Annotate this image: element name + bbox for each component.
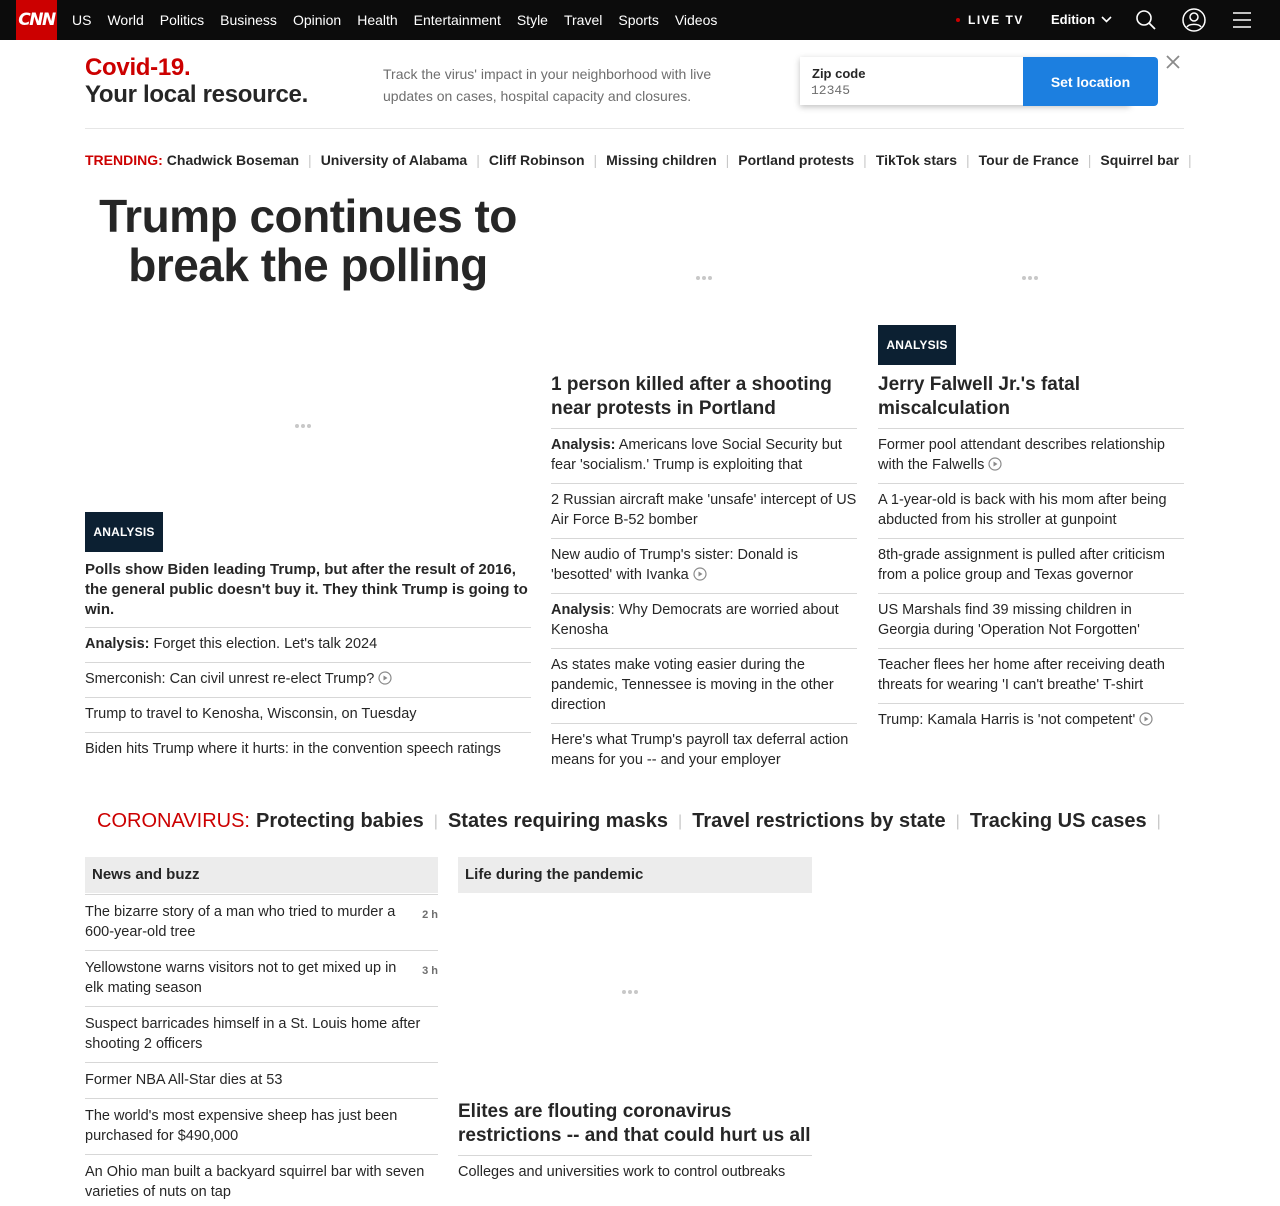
item-text: 2 Russian aircraft make 'unsafe' intercept of US Air Force B-52 bomber (551, 492, 857, 528)
cnn-logo[interactable]: CNN (16, 0, 57, 40)
list-item[interactable] (878, 538, 1184, 593)
lead-column (85, 560, 531, 767)
trending-item[interactable]: Squirrel bar (1100, 152, 1179, 168)
item-text: The world's most expensive sheep has just been purchased for $490,000 (85, 1108, 398, 1144)
covid-title: Covid-19. (85, 54, 191, 81)
separator: | (593, 152, 598, 168)
list-item[interactable] (85, 627, 531, 662)
nav-link-health[interactable]: Health (357, 12, 398, 28)
coronavirus-label: CORONAVIRUS: (97, 810, 250, 832)
trending-item[interactable]: Portland protests (738, 152, 855, 168)
item-text: 8th-grade assignment is pulled after criticism from a police group and Texas governor (878, 547, 1165, 583)
item-text: A 1-year-old is back with his mom after being abducted from his stroller at gunpoint (878, 492, 1167, 528)
list-item[interactable] (878, 483, 1184, 538)
zip-code-input[interactable] (811, 83, 1011, 98)
loading-icon (1022, 276, 1040, 280)
live-dot-icon (956, 18, 960, 22)
search-icon[interactable] (1134, 8, 1158, 32)
trending-item[interactable]: Tour de France (978, 152, 1079, 168)
top-nav (0, 0, 1280, 40)
separator: | (955, 812, 960, 830)
pandemic-headline[interactable]: Elites are flouting coronavirus restrictions -- and that could hurt us all (458, 1101, 811, 1146)
lead-headline[interactable]: Polls show Biden leading Trump, but after the result of 2016, the general public doesn't buy it. They think Trump is going to win. (85, 561, 528, 618)
list-item[interactable] (458, 1155, 812, 1190)
nav-link-sports[interactable]: Sports (618, 12, 659, 28)
nav-link-world[interactable]: World (107, 12, 144, 28)
item-text: Former pool attendant describes relationship with the Falwells (878, 437, 1165, 473)
news-buzz-list (85, 894, 438, 1206)
separator: | (433, 812, 438, 830)
list-item[interactable] (551, 483, 857, 538)
nav-links (72, 0, 733, 40)
covid-subtitle: Your local resource. (85, 81, 308, 108)
item-text: Suspect barricades himself in a St. Louis home after shooting 2 officers (85, 1016, 421, 1052)
item-text: US Marshals find 39 missing children in Georgia during 'Operation Not Forgotten' (878, 602, 1140, 638)
zip-code-label: Zip code (812, 66, 866, 81)
item-text: : Why Democrats are worried about Kenosha (551, 602, 839, 638)
item-prefix: Analysis (551, 602, 611, 618)
middle-headline[interactable]: 1 person killed after a shooting near protests in Portland (551, 374, 832, 419)
list-item[interactable] (85, 950, 438, 1006)
chevron-down-icon (1101, 16, 1112, 23)
edition-menu[interactable] (1051, 12, 1112, 27)
news-buzz-header: News and buzz (85, 857, 438, 893)
separator: | (308, 152, 312, 168)
item-text: New audio of Trump's sister: Donald is 'besotted' with Ivanka (551, 547, 798, 583)
covid-local-heading (85, 54, 308, 108)
list-item[interactable] (85, 894, 438, 950)
trending-item[interactable]: Cliff Robinson (488, 152, 585, 168)
list-item[interactable] (551, 538, 857, 593)
item-text: Smerconish: Can civil unrest re-elect Trump? (85, 671, 375, 687)
list-item[interactable] (551, 648, 857, 723)
nav-link-travel[interactable]: Travel (563, 12, 603, 28)
play-icon (988, 457, 1002, 471)
list-item[interactable] (85, 1154, 438, 1206)
list-item[interactable] (878, 428, 1184, 483)
trending-label: TRENDING: (85, 152, 163, 168)
item-text: Here's what Trump's payroll tax deferral action means for you -- and your employer (551, 732, 849, 768)
nav-link-opinion[interactable]: Opinion (292, 12, 342, 28)
list-item[interactable] (85, 697, 531, 732)
item-text: Forget this election. Let's talk 2024 (149, 636, 378, 652)
nav-link-entertainment[interactable]: Entertainment (413, 12, 501, 28)
menu-icon[interactable] (1230, 8, 1254, 32)
list-item[interactable] (551, 723, 857, 778)
separator: | (966, 152, 970, 168)
analysis-badge: ANALYSIS (878, 325, 956, 365)
item-text: Yellowstone warns visitors not to get mixed up in elk mating season (85, 960, 397, 996)
set-location-button[interactable]: Set location (1023, 57, 1158, 106)
coronavirus-link[interactable]: Tracking US cases (969, 810, 1147, 832)
pandemic-header: Life during the pandemic (458, 857, 812, 893)
trending-item[interactable]: TikTok stars (875, 152, 957, 168)
item-text: Former NBA All-Star dies at 53 (85, 1072, 283, 1088)
separator: | (1187, 152, 1192, 168)
list-item[interactable] (551, 593, 857, 648)
nav-link-videos[interactable]: Videos (674, 12, 718, 28)
loading-icon (696, 276, 714, 280)
account-icon[interactable] (1182, 8, 1206, 32)
list-item[interactable] (878, 593, 1184, 648)
loading-icon (295, 424, 313, 428)
list-item[interactable] (551, 428, 857, 483)
play-icon (1139, 712, 1153, 726)
nav-link-us[interactable]: US (72, 12, 92, 28)
middle-column (551, 373, 857, 778)
edition-label: Edition (1051, 12, 1096, 27)
item-prefix: Analysis: (551, 437, 616, 453)
item-prefix: Analysis: (85, 636, 150, 652)
lead-title[interactable]: Trump continues to break the polling (99, 190, 517, 291)
nav-link-business[interactable]: Business (220, 12, 277, 28)
item-text: Trump to travel to Kenosha, Wisconsin, on Tuesday (85, 706, 417, 722)
separator: | (1087, 152, 1092, 168)
separator: | (1156, 812, 1161, 830)
list-item[interactable] (85, 662, 531, 697)
trending-item[interactable]: University of Alabama (320, 152, 468, 168)
item-text: An Ohio man built a backyard squirrel bar with seven varieties of nuts on tap (85, 1164, 425, 1200)
play-icon (693, 567, 707, 581)
pandemic-column (458, 1100, 812, 1190)
trending-item[interactable]: Chadwick Boseman (166, 152, 300, 168)
covid-description: Track the virus' impact in your neighborhood with live updates on cases, hospital capacity and closures. (383, 66, 712, 104)
live-tv-link[interactable] (956, 13, 1024, 27)
nav-link-style[interactable]: Style (516, 12, 548, 28)
timestamp: 3 h (422, 965, 438, 977)
coronavirus-link[interactable]: Travel restrictions by state (692, 810, 946, 832)
list-item[interactable] (878, 703, 1184, 738)
list-item[interactable] (878, 648, 1184, 703)
play-icon (378, 671, 392, 685)
right-column (878, 373, 1184, 738)
item-text: Americans love Social Security but fear 'socialism.' Trump is exploiting that (551, 437, 842, 473)
list-item[interactable] (85, 1062, 438, 1098)
separator: | (476, 152, 480, 168)
analysis-badge: ANALYSIS (85, 512, 163, 552)
item-text: Trump: Kamala Harris is 'not competent' (878, 712, 1136, 728)
item-text: Teacher flees her home after receiving death threats for wearing 'I can't breathe' T-shirt (878, 657, 1165, 693)
separator: | (863, 152, 867, 168)
right-headline[interactable]: Jerry Falwell Jr.'s fatal miscalculation (878, 374, 1081, 419)
list-item[interactable] (85, 732, 531, 767)
list-item[interactable] (85, 1098, 438, 1154)
list-item[interactable] (85, 1006, 438, 1062)
coronavirus-link[interactable]: States requiring masks (447, 810, 669, 832)
separator: | (725, 152, 730, 168)
coronavirus-link[interactable]: Protecting babies (255, 810, 424, 832)
item-text: As states make voting easier during the pandemic, Tennessee is moving in the other direction (551, 657, 834, 713)
item-text: Colleges and universities work to control outbreaks (458, 1164, 786, 1180)
close-icon[interactable] (1163, 52, 1183, 72)
loading-icon (622, 990, 640, 994)
divider (85, 128, 1184, 129)
item-text: Biden hits Trump where it hurts: in the convention speech ratings (85, 741, 501, 757)
trending-bar (85, 152, 1201, 168)
trending-item[interactable]: Missing children (606, 152, 717, 168)
nav-link-politics[interactable]: Politics (159, 12, 205, 28)
coronavirus-bar (97, 810, 1171, 833)
live-tv-label: LIVE TV (968, 13, 1024, 27)
item-text: The bizarre story of a man who tried to murder a 600-year-old tree (85, 904, 396, 940)
timestamp: 2 h (422, 909, 438, 921)
separator: | (678, 812, 683, 830)
